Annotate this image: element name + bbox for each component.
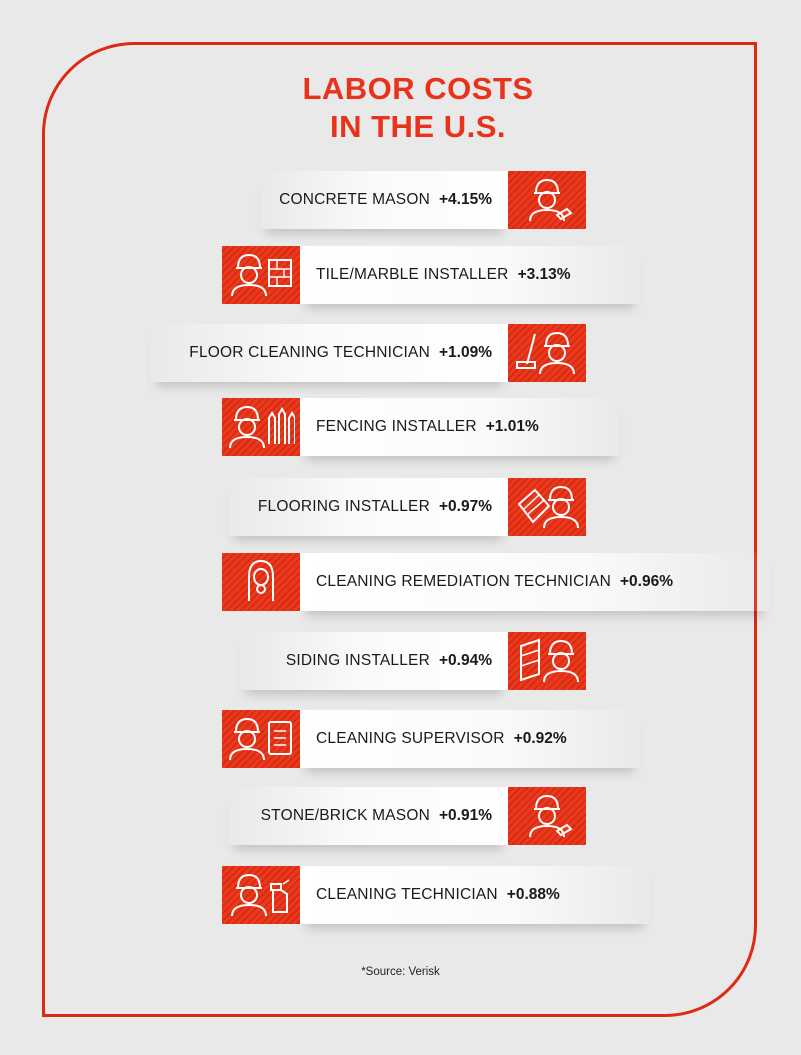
floor-cleaning-icon (508, 324, 586, 382)
item-value: +0.92% (513, 730, 567, 747)
list-item (222, 398, 620, 456)
list-item (222, 246, 640, 304)
tile-installer-icon (222, 246, 300, 304)
page-title (0, 70, 801, 146)
item-value: +4.15% (438, 191, 492, 208)
brick-mason-icon (508, 787, 586, 845)
item-label: CONCRETE MASON (279, 191, 430, 208)
list-item (228, 478, 586, 536)
fencing-installer-icon (222, 398, 300, 456)
concrete-mason-icon (508, 171, 586, 229)
item-label: TILE/MARBLE INSTALLER (316, 266, 509, 283)
item-label: FLOORING INSTALLER (257, 498, 430, 515)
list-item (228, 787, 586, 845)
hazmat-worker-icon (222, 553, 300, 611)
item-bar (300, 710, 640, 768)
item-label: CLEANING SUPERVISOR (316, 730, 505, 747)
item-label: CLEANING REMEDIATION TECHNICIAN (316, 573, 611, 590)
flooring-installer-icon (508, 478, 586, 536)
item-label: SIDING INSTALLER (285, 652, 430, 669)
item-bar (300, 866, 650, 924)
item-value: +1.01% (485, 418, 539, 435)
item-bar (228, 478, 508, 536)
item-label: CLEANING TECHNICIAN (316, 886, 498, 903)
cleaning-technician-icon (222, 866, 300, 924)
list-item (150, 324, 586, 382)
list-item (240, 632, 586, 690)
list-item (260, 171, 586, 229)
item-value: +0.94% (438, 652, 492, 669)
item-bar (300, 553, 770, 611)
item-value: +1.09% (438, 344, 492, 361)
siding-installer-icon (508, 632, 586, 690)
item-value: +0.97% (438, 498, 492, 515)
list-item (222, 710, 640, 768)
item-bar (260, 171, 508, 229)
item-bar (150, 324, 508, 382)
item-label: STONE/BRICK MASON (260, 807, 430, 824)
list-item (222, 553, 770, 611)
item-bar (240, 632, 508, 690)
item-value: +0.91% (438, 807, 492, 824)
item-label: FENCING INSTALLER (316, 418, 477, 435)
item-bar (300, 398, 620, 456)
supervisor-clipboard-icon (222, 710, 300, 768)
item-value: +0.88% (506, 886, 560, 903)
item-value: +3.13% (517, 266, 571, 283)
source-note: *Source: Verisk (361, 966, 440, 978)
title-line-2: IN THE U.S. (329, 109, 506, 144)
list-item (222, 866, 650, 924)
title-line-1: LABOR COSTS (302, 71, 534, 106)
item-bar (228, 787, 508, 845)
item-label: FLOOR CLEANING TECHNICIAN (189, 344, 430, 361)
item-bar (300, 246, 640, 304)
item-value: +0.96% (620, 573, 674, 590)
